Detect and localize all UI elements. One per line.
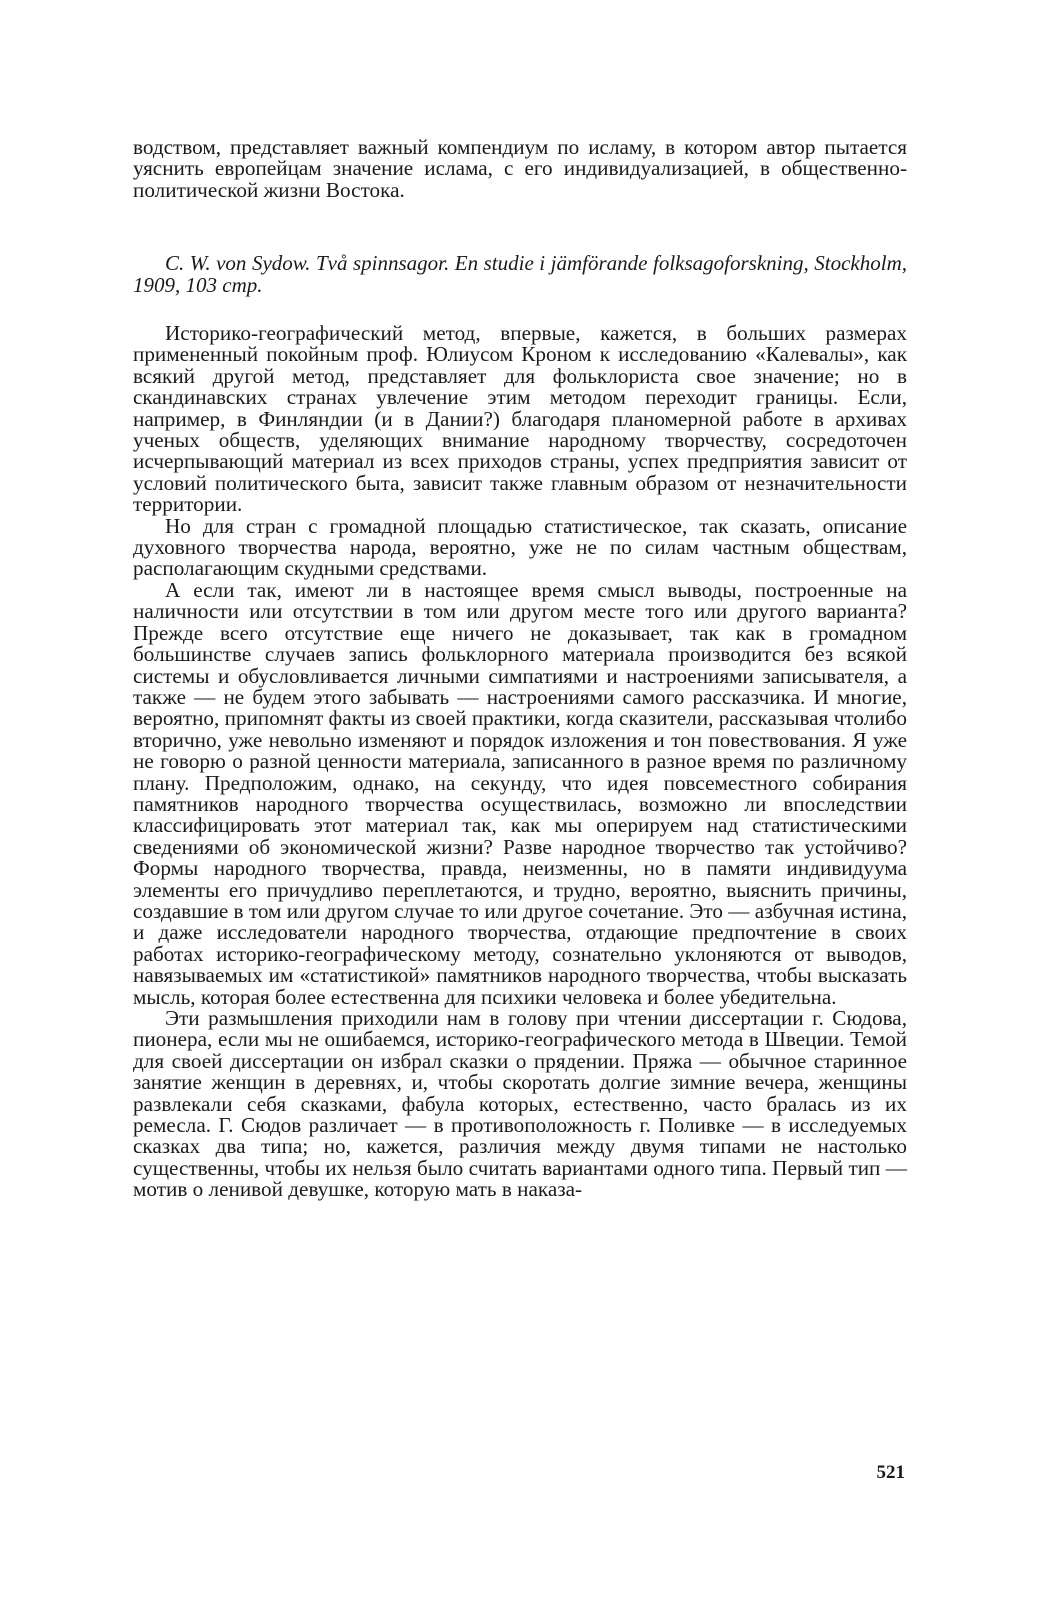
intro-paragraph (133, 137, 907, 201)
citation-text: C. W. von Sydow. Två spinnsagor. En studie i jämförande folksagoforskning, Stockholm, 1909, 103 стр. (133, 251, 907, 297)
page-number: 521 (876, 1462, 905, 1483)
bibliographic-citation (133, 252, 907, 296)
intro-text: водством, представляет важный компендиум по исламу, в котором автор пытается уяснить европейцам значение ислама, с его индивидуализацией, в общественно-политической жизни Востока. (133, 135, 907, 202)
review-body (133, 323, 907, 1201)
body-paragraph-4: Эти размышления приходили нам в голову при чтении диссертации г. Сюдова, пионера, если мы не ошибаемся, историко-географического метода в Швеции. Темой для своей диссертации он избрал сказки о прядении. Пряжа — обычное старинное занятие женщин в деревнях, и, чтобы скоротать долгие зимние вечера, женщины развлекали себя сказками, фабула которых, естественно, часто бралась из их ремесла. Г. Сюдов различает — в противоположность г. Поливке — в исследуемых сказках два типа; но, кажется, различия между двумя типами не настолько существенны, чтобы их нельзя было считать вариантами одного типа. Первый тип — мотив о ленивой девушке, которую мать в наказа- (133, 1006, 907, 1202)
body-paragraph-3: А если так, имеют ли в настоящее время смысл выводы, построенные на наличности или отсутствии в том или другом месте того или другого варианта? Прежде всего отсутствие еще ничего не доказывает, так как в громадном большинстве случаев запись фольклорного материала производится без всякой системы и обусловливается личными симпатиями и настроениями записывателя, а также — не будем этого забывать — настроениями самого рассказчика. И многие, вероятно, припомнят факты из своей практики, когда сказители, рассказывая чтолибо вторично, уже невольно изменяют и порядок изложения и тон повествования. Я уже не говорю о разной ценности материала, записанного в разное время по различному плану. Предположим, однако, на секунду, что идея повсеместного собирания памятников народного творчества осуществилась, возможно ли впоследствии классифицировать этот материал так, как мы оперируем над статистическими сведениями об экономической жизни? Разве народное творчество так устойчиво? Формы народного творчества, правда, неизменны, но в памяти индивидуума элементы его причудливо переплетаются, и трудно, вероятно, выяснить причины, создавшие в том или другом случае то или другое сочетание. Это — азбучная истина, и даже исследователи народного творчества, отдающие предпочтение в своих работах историко-географическому методу, сознательно уклоняются от выводов, навязываемых им «статистикой» памятников народного творчества, чтобы высказать мысль, которая более естественна для психики человека и более убедительна. (133, 577, 907, 1009)
body-paragraph-2: Но для стран с громадной площадью статистическое, так сказать, описание духовного творчества народа, вероятно, уже не по силам частным обществам, располагающим скудными средствами. (133, 513, 907, 581)
body-paragraph-1: Историко-географический метод, впервые, кажется, в больших размерах примененный покойным проф. Юлиусом Кроном к исследованию «Калевалы», как всякий другой метод, представляет для фольклориста свое значение; но в скандинавских странах увлечение этим методом переходит границы. Если, например, в Финляндии (и в Дании?) благодаря планомерной работе в архивах ученых обществ, уделяющих внимание народному творчеству, сосредоточен исчерпывающий материал из всех приходов страны, успех предприятия зависит от условий политического быта, зависит также главным образом от незначительности территории. (133, 321, 907, 517)
